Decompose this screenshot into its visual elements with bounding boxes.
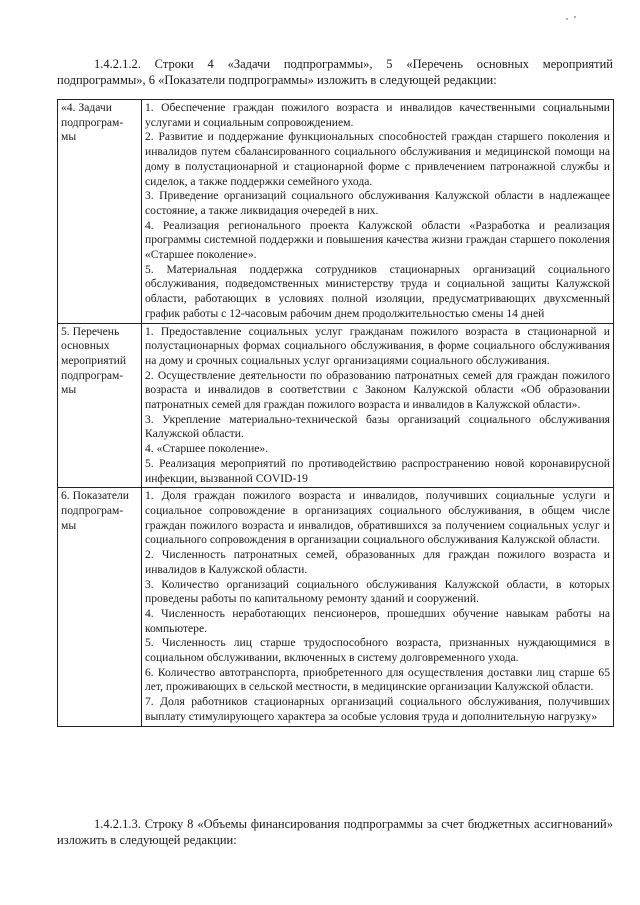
list-item: 2. Развитие и поддержание функциональных способностей граждан старшего поколения и инвалидов путем сбалансированного социального обслуживания и медицинской помощи на дому в полустационарной и стационарной форме с привлечением патронажной службы и сиделок, а также поддержки семейного ухода. — [145, 130, 610, 188]
list-item: 1. Предоставление социальных услуг гражданам пожилого возраста в стационарной и полустационарных формах социального обслуживания, в форме социального обслуживания на дому и срочных социальных услуг организациями социального обслуживания. — [145, 324, 610, 367]
intro-paragraph: 1.4.2.1.2. Строки 4 «Задачи подпрограммы», 5 «Перечень основных мероприятий подпрограммы», 6 «Показатели подпрограммы» изложить в следующей редакции: — [57, 56, 613, 87]
list-item: 4. «Старшее поколение». — [145, 442, 269, 456]
row-content-activities — [142, 323, 614, 488]
row-content-tasks — [142, 100, 614, 324]
table-row-activities — [58, 323, 614, 488]
table-row-indicators — [58, 488, 614, 726]
list-item: 5. Численность лиц старше трудоспособного возраста, признанных нуждающимися в социальном обслуживании, включенных в систему долговременного ухода. — [145, 636, 610, 665]
list-item: 2. Численность патронатных семей, образованных для граждан пожилого возраста и инвалидов в Калужской области. — [145, 548, 610, 576]
list-item: 3. Укрепление материально-технической базы организаций социального обслуживания Калужской области. — [145, 412, 610, 441]
list-item: 4. Реализация регионального проекта Калужской области «Разработка и реализация программы системной поддержки и повышения качества жизни граждан старшего поколения «Старшее поколение». — [145, 218, 610, 262]
table-row-tasks — [58, 100, 614, 324]
outro-paragraph: 1.4.2.1.3. Строку 8 «Объемы финансирования подпрограммы за счет бюджетных ассигнований» изложить в следующей редакции: — [57, 816, 613, 847]
list-item: 4. Численность неработающих пенсионеров, прошедших обучение навыкам работы на компьютере. — [145, 606, 610, 635]
list-item: 3. Приведение организаций социального обслуживания Калужской области в надлежащее состояние, а также ликвидация очередей в них. — [145, 189, 610, 217]
list-item: 7. Доля работников стационарных организаций социального обслуживания, получивших выплату стимулирующего характера за особые условия труда и дополнительную нагрузку» — [145, 695, 610, 723]
subprogram-table — [57, 99, 614, 727]
list-item: 3. Количество организаций социального обслуживания Калужской области, в которых проведены работы по капитальному ремонту зданий и сооружений. — [145, 577, 610, 606]
list-item: 6. Количество автотранспорта, приобретенного для осуществления доставки лиц старше 65 лет, проживающих в сельской местности, в медицинские организации Калужской области. — [145, 665, 610, 694]
row-label-activities: 5. Перечень основных мероприятий подпрограм-мы — [58, 323, 142, 488]
list-item: 1. Обеспечение граждан пожилого возраста и инвалидов качественными социальными услугами и социальным сопровождением. — [145, 101, 610, 129]
row-label-tasks: «4. Задачи подпрограм-мы — [58, 100, 142, 324]
list-item: 1. Доля граждан пожилого возраста и инвалидов, получивших социальные услуги и социальное сопровождение в организациях социального обслуживания, в общем числе граждан пожилого возраста и инвалидов, обратившихся за получением социальных услуг и социального сопровождения в организации социального обслуживания Калужской области. — [145, 489, 610, 547]
list-item: 2. Осуществление деятельности по образованию патронатных семей для граждан пожилого возраста и инвалидов в соответствии с Законом Калужской области «Об образовании патронатных семей для граждан пожилого возраста и инвалидов в Калужской области». — [145, 368, 610, 412]
scan-speck — [566, 18, 568, 20]
row-content-indicators — [142, 488, 614, 726]
scan-speck — [574, 16, 576, 18]
list-item: 5. Материальная поддержка сотрудников стационарных организаций социального обслуживания, подведомственных министерству труда и социальной защиты Калужской области, работающих в условиях полной изоляции, предусматривающих двухсменный график работы с 12-часовым рабочим днем продолжительностью смены 14 дней — [145, 262, 610, 320]
list-item: 5. Реализация мероприятий по противодействию распространению новой коронавирусной инфекции, вызванной COVID-19 — [145, 456, 610, 485]
row-label-indicators: 6. Показатели подпрограм-мы — [58, 488, 142, 726]
